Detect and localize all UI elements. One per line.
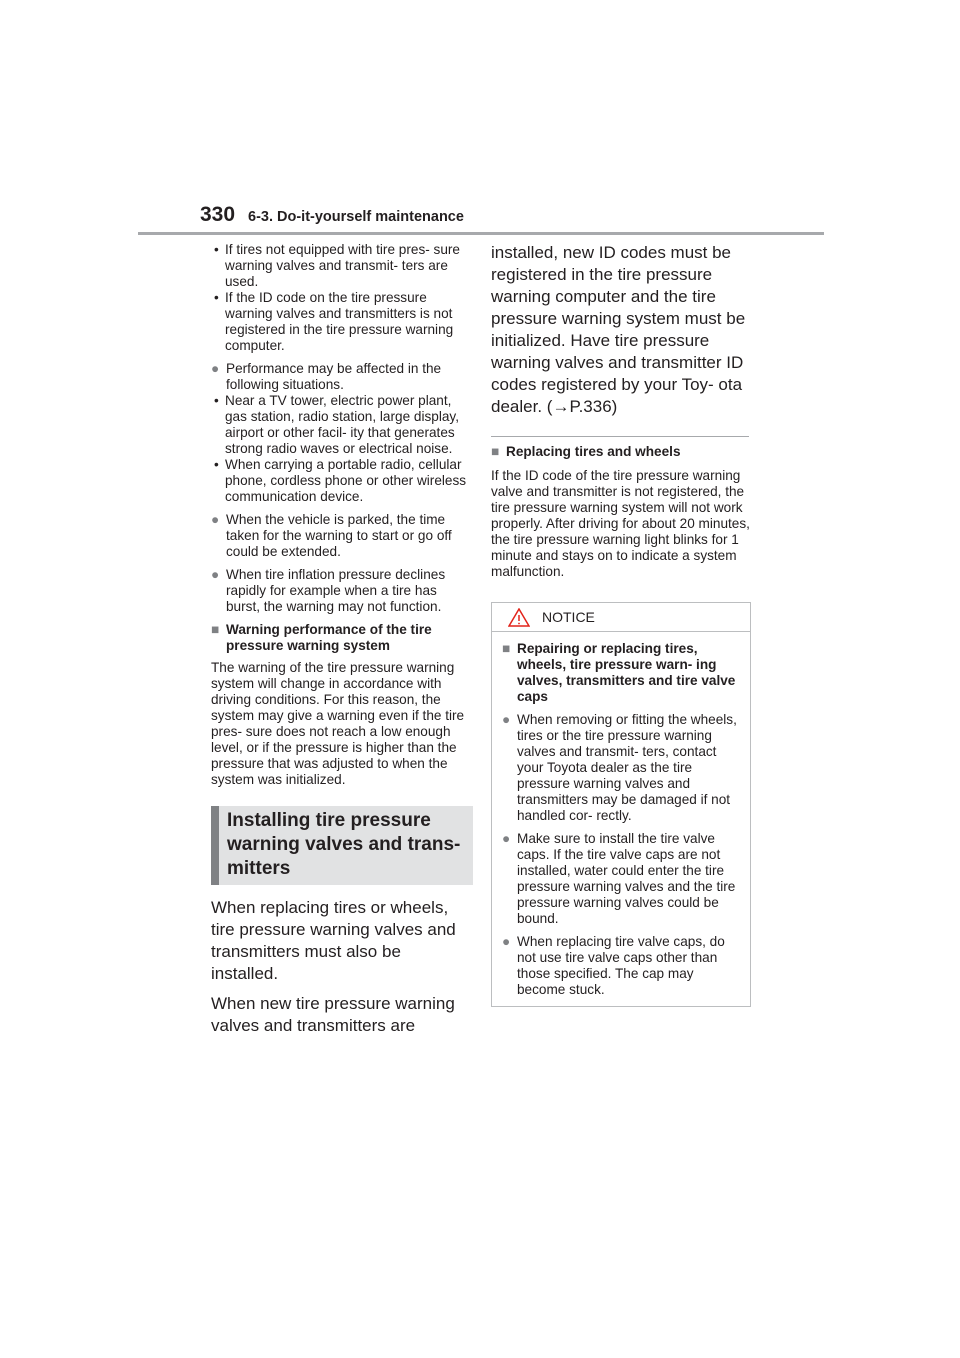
list-item: • Near a TV tower, electric power plant, gas station, radio station, large display, airport or other facil- ity that generates strong radio waves or electrical noise. xyxy=(214,393,459,456)
notice-body xyxy=(492,632,750,1006)
inflation-bullet: ● When tire inflation pressure declines rapidly for example when a tire has burst, the warning may not function. xyxy=(211,567,446,614)
continued-paragraph: installed, new ID codes must be registered in the tire pressure warning computer and the tire pressure warning system must be initialized. Have tire pressure warning valves and transmitter ID codes registered by your Toy- ota dealer. (→P.336) xyxy=(491,243,746,416)
page-number: 330 xyxy=(200,203,236,226)
section-title: 6-3. Do-it-yourself maintenance xyxy=(248,209,464,225)
warning-performance-text: The warning of the tire pressure warning system will change in accordance with driving conditions. For this reason, the system may give a warning even if the tire pres- sure does not reach a low enough level, or if the pressure is higher than the pressure that was adjusted to when the system was initialized. xyxy=(211,660,465,787)
list-item: • If tires not equipped with tire pres- sure warning valves and transmit- ters are used. xyxy=(214,242,460,289)
install-paragraph-2: When new tire pressure warning valves and transmitters are xyxy=(211,994,455,1035)
notice-title: NOTICE xyxy=(542,609,595,625)
replacing-heading: ■ Replacing tires and wheels xyxy=(491,444,681,459)
section-divider xyxy=(491,436,749,437)
notice-box xyxy=(491,602,751,1007)
header-rule xyxy=(138,232,824,235)
warning-performance-heading: ■ Warning performance of the tire pressure warning system xyxy=(211,622,432,653)
list-item: • When carrying a portable radio, cellular phone, cordless phone or other wireless communication device. xyxy=(214,457,467,504)
replacing-text: If the ID code of the tire pressure warning valve and transmitter is not registered, the tire pressure warning system will not work properly. After driving for about 20 minutes, the tire pressure warning light blinks for 1 minute and stays on to indicate a system malfunction. xyxy=(491,468,750,579)
performance-bullet: ● Performance may be affected in the following situations. xyxy=(211,361,442,392)
warning-triangle-icon xyxy=(508,608,530,631)
install-paragraph-1: When replacing tires or wheels, tire pressure warning valves and transmitters must also be installed. xyxy=(211,898,456,983)
list-item: • If the ID code on the tire pressure warning valves and transmitters is not registered in the tire pressure warning computer. xyxy=(214,290,454,353)
notice-bullet: ● When replacing tire valve caps, do not use tire valve caps other than those specified. The cap may become stuck. xyxy=(502,934,725,997)
notice-heading: ■ Repairing or replacing tires, wheels, tire pressure warn- ing valves, transmitters and tire valve caps xyxy=(502,641,736,704)
notice-bullet: ● Make sure to install the tire valve caps. If the tire valve caps are not installed, water could enter the tire pressure warning valves and the tire pressure warning valves could be bound. xyxy=(502,831,736,926)
install-section-heading: Installing tire pressure warning valves and trans- mitters xyxy=(211,806,473,885)
right-column xyxy=(491,242,751,1007)
notice-bullet: ● When removing or fitting the wheels, tires or the tire pressure warning valves and transmit- ters, contact your Toyota dealer as the tire pressure warning valves and transmitters may be damaged if not handled cor- rectly. xyxy=(502,712,737,823)
left-column xyxy=(211,242,467,1037)
arrow-right-icon: → xyxy=(552,397,570,416)
parked-bullet: ● When the vehicle is parked, the time taken for the warning to start or go off could be extended. xyxy=(211,512,452,559)
notice-header xyxy=(492,603,750,632)
page-reference[interactable]: P.336) xyxy=(569,397,618,416)
